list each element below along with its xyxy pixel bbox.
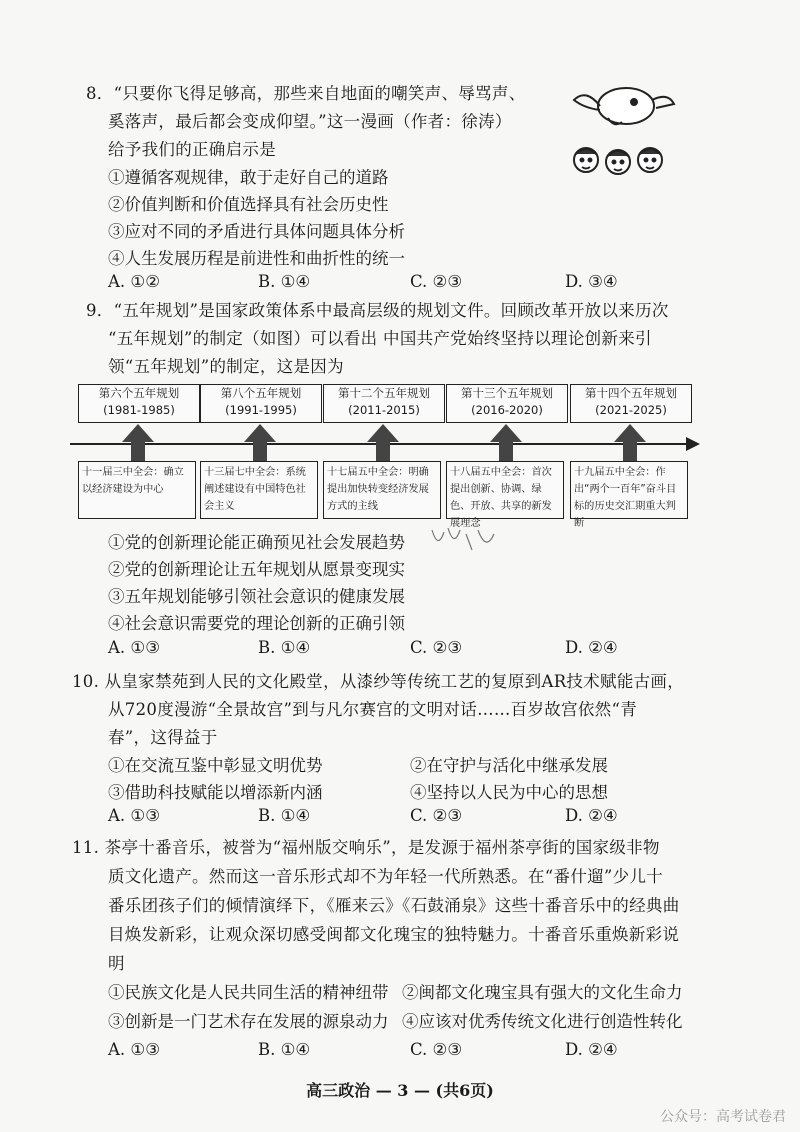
q11-stem-line-2: 质文化遗产。然而这一音乐形式却不为年轻一代所熟悉。在“番什遛”少儿十 [108,867,664,886]
q10-stem-line-1: 10. 从皇家禁苑到人民的文化殿堂，从漆纱等传统工艺的复原到AR技术赋能古画， [72,672,685,691]
q9-option-4: ④社会意识需要党的理论创新的正确引领 [108,614,405,633]
plan-years: (2016-2020) [471,403,543,417]
plan-name: 第六个五年规划 [98,386,180,400]
q10-answer-c: C. ②③ [410,806,463,825]
q8-answer-a: A. ①② [108,272,160,291]
cartoon-image [568,78,680,188]
q8-stem-line-1: 8．“只要你飞得足够高，那些来自地面的嘲笑声、辱骂声、 [86,84,526,103]
q11-stem-line-4: 目焕发新彩，让观众深切感受闽都文化瑰宝的独特魅力。十番音乐重焕新彩说 [108,925,680,944]
q10-stem-line-3: 春”，这得益于 [108,728,218,747]
q11-stem-line-5: 明 [108,954,125,973]
q9-option-2: ②党的创新理论让五年规划从愿景变现实 [108,560,405,579]
timeline-arrow-icon [686,437,700,451]
plan-years: (2011-2015) [348,403,420,417]
plan-name: 第十四个五年规划 [585,386,677,400]
event-box-2: 十三届七中全会：系统阐述建设有中国特色社会主义 [200,461,318,519]
q10-option-1: ①在交流互鉴中彰显文明优势 [108,756,323,775]
q9-answer-c: C. ②③ [410,638,463,657]
page-footer: 高三政治 — 3 — (共6页) [306,1081,494,1100]
event-box-4: 十八届五中全会：首次提出创新、协调、绿色、开放、共享的新发展理念 [446,461,564,519]
event-box-3: 十七届五中全会：明确提出加快转变经济发展方式的主线 [323,461,441,519]
event-box-1: 十一届三中全会：确立以经济建设为中心 [78,461,196,519]
plan-years: (1991-1995) [225,403,297,417]
q11-stem-line-3: 番乐团孩子们的倾情演绎下，《雁来云》《石鼓涌泉》这些十番音乐中的经典曲 [108,896,680,915]
q8-option-1: ①遵循客观规律，敢于走好自己的道路 [108,168,389,187]
plan-years: (1981-1985) [103,403,175,417]
q8-stem-line-3: 给予我们的正确启示是 [108,140,276,159]
q10-answer-a: A. ①③ [108,806,160,825]
plan-box-6 [78,384,200,423]
event-box-5: 十九届五中全会：作出“两个一百年”奋斗目标的历史交汇期重大判断 [570,461,688,519]
plan-years: (2021-2025) [595,403,667,417]
q11-answer-d: D. ②④ [565,1040,618,1059]
q10-stem-line-2: 从720度漫游“全景故宫”到与凡尔赛宫的文明对话……百岁故宫依然“青 [108,700,637,719]
q8-option-2: ②价值判断和价值选择具有社会历史性 [108,195,389,214]
q8-answer-d: D. ③④ [565,272,618,291]
q8-option-3: ③应对不同的矛盾进行具体问题具体分析 [108,222,405,241]
q11-stem-line-1: 11. 茶亭十番音乐，被誉为“福州版交响乐”，是发源于福州茶亭街的国家级非物 [72,838,660,857]
q10-option-2: ②在守护与活化中继承发展 [410,756,608,775]
plan-box-8 [200,384,322,423]
q9-option-1: ①党的创新理论能正确预见社会发展趋势 [108,533,405,552]
q11-option-4: ④应该对优秀传统文化进行创造性转化 [402,1012,683,1031]
q9-answer-a: A. ①③ [108,638,160,657]
q9-answer-b: B. ①④ [258,638,311,657]
q8-option-4: ④人生发展历程是前进性和曲折性的统一 [108,249,405,268]
q8-stem-line-2: 奚落声，最后都会变成仰望。”这一漫画（作者：徐涛） [108,112,512,131]
plan-box-14 [570,384,692,423]
q11-answer-c: C. ②③ [410,1040,463,1059]
q8-answer-b: B. ①④ [258,272,311,291]
q11-answer-a: A. ①③ [108,1040,160,1059]
q8-answer-c: C. ②③ [410,272,463,291]
q11-option-3: ③创新是一门艺术存在发展的源泉动力 [108,1012,389,1031]
q10-option-4: ④坚持以人民为中心的思想 [410,783,608,802]
q11-option-1: ①民族文化是人民共同生活的精神纽带 [108,983,389,1002]
q9-stem-line-1: 9．“五年规划”是国家政策体系中最高层级的规划文件。回顾改革开放以来历次 [86,301,669,320]
handwritten-scribble [428,520,508,560]
plan-box-12 [323,384,445,423]
q9-option-3: ③五年规划能够引领社会意识的健康发展 [108,587,405,606]
plan-name: 第十三个五年规划 [461,386,553,400]
q11-answer-b: B. ①④ [258,1040,311,1059]
plan-name: 第十二个五年规划 [338,386,430,400]
q10-answer-d: D. ②④ [565,806,618,825]
q9-stem-line-2: “五年规划”的制定（如图）可以看出 中国共产党始终坚持以理论创新来引 [108,329,652,348]
plan-box-13 [446,384,568,423]
q11-option-2: ②闽都文化瑰宝具有强大的文化生命力 [402,983,683,1002]
plan-name: 第八个五年规划 [220,386,302,400]
q9-stem-line-3: 领“五年规划”的制定，这是因为 [108,357,344,376]
q10-option-3: ③借助科技赋能以增添新内涵 [108,783,323,802]
q10-answer-b: B. ①④ [258,806,311,825]
q9-answer-d: D. ②④ [565,638,618,657]
watermark: 公众号：高考试卷君 [660,1109,786,1125]
